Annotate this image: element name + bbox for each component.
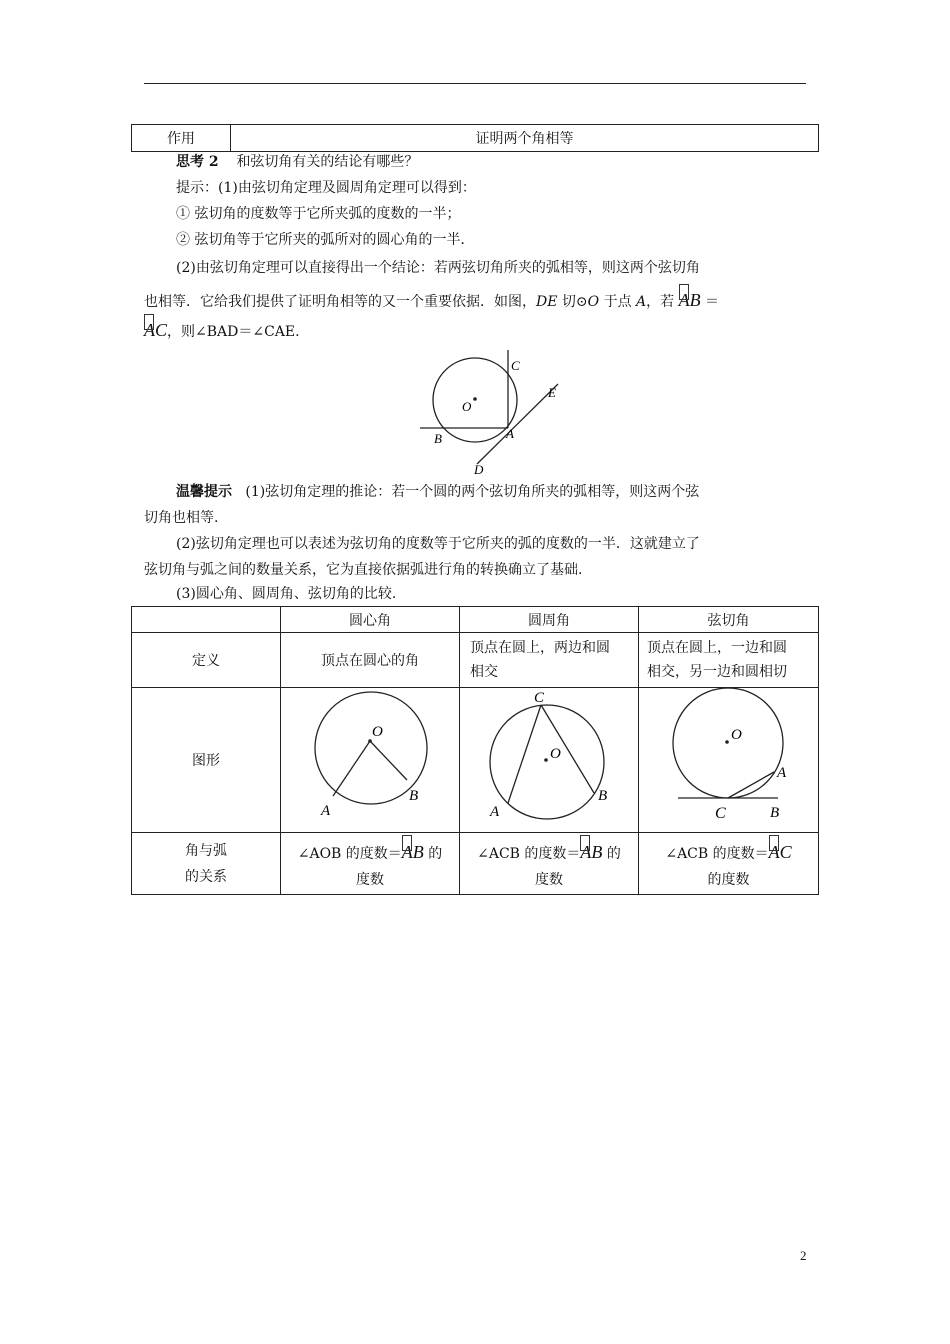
def-central: 顶点在圆心的角 [281,633,460,688]
rel-central-pre: ∠AOB 的度数＝ [297,845,402,862]
rel-label-b: 的关系 [185,868,227,885]
hint-line1: 提示：(1)由弦切角定理及圆周角定理可以得到： [176,180,476,196]
usage-label: 作用 [132,125,231,152]
inscribed-angle-figure [460,688,638,828]
hint-tangent: 切⊙ [557,294,588,310]
usage-table [131,124,819,152]
fig3-label-c: C [714,805,726,822]
compare-fig-row [132,688,819,833]
main-figure [420,348,580,478]
rel-inscribed [460,833,639,895]
rel-inscribed-post: 的 [602,845,621,862]
main-label-a: A [506,426,514,441]
main-label-d: D [474,462,484,477]
main-label-b: B [434,431,442,446]
usage-value: 证明两个角相等 [231,125,819,152]
think2-line [176,150,418,174]
hint-line2: ① 弦切角的度数等于它所夹弧的度数的一半； [176,206,461,222]
warm-p1b: 切角也相等. [144,510,219,526]
think2-title: 思考 2 [176,154,219,170]
hint-line6 [144,314,300,344]
rel-tangent-line1 [639,835,818,867]
arc-ab: AB [679,284,701,312]
hint-if: ，若 [646,294,679,310]
fig2-label-c: C [534,690,545,706]
hint-line5 [144,284,719,314]
rel-tangent [639,833,819,895]
rel-inscribed-pre: ∠ACB 的度数＝ [477,845,581,862]
rel-central [281,833,460,895]
fig3-label-o: O [730,727,742,743]
hint-a: A [636,294,647,310]
page-number: 2 [800,1248,807,1263]
tangent-chord-figure [640,688,818,828]
fig-tangent-cell [639,688,819,833]
compare-def-row [132,633,819,688]
arc-ac: AC [144,314,167,342]
def-label: 定义 [132,633,281,688]
think2-question: 和弦切角有关的结论有哪些？ [236,154,419,170]
def-tangent-chord [639,633,819,688]
def-tangent-b: 相交，另一边和圆相切 [647,664,787,680]
rel-central-line1 [281,835,459,867]
def-inscribed-b: 相交 [470,664,498,680]
fig-label: 图形 [132,688,281,833]
rel-central-arc: AB [402,835,424,865]
fig2-label-a: A [490,804,500,820]
rel-central-post: 的 [423,845,443,862]
warm-p1a: (1)弦切角定理的推论：若一个圆的两个弦切角所夹的弧相等，则这两个弦 [245,484,700,500]
fig2-label-o: O [550,746,561,762]
hint-o: O [587,294,600,310]
compare-header-3: 弦切角 [639,607,819,633]
def-tangent-a: 顶点在圆上，一边和圆 [647,640,787,656]
hint-eq: ＝ [700,294,720,310]
fig-inscribed-cell [460,688,639,833]
compare-header-1: 圆心角 [281,607,460,633]
rel-tangent-line2: 的度数 [707,871,750,888]
fig1-label-o: O [372,724,383,740]
def-inscribed [460,633,639,688]
fig1-label-a: A [321,803,331,819]
hint-at: 于点 [599,294,637,310]
fig-central-cell [281,688,460,833]
rel-inscribed-line1 [460,835,638,867]
rel-central-line2: 度数 [356,871,384,888]
fig3-label-b: B [769,805,779,821]
hint-line6-text: ，则∠BAD＝∠CAE. [167,324,300,340]
warm-title: 温馨提示 [176,484,232,500]
warm-p2b: 弦切角与弧之间的数量关系，它为直接依据弧进行角的转换确立了基础. [144,562,583,578]
hint-line4: (2)由弦切角定理可以直接得出一个结论：若两弦切角所夹的弧相等，则这两个弦切角 [176,260,700,276]
compare-header-0 [132,607,281,633]
fig1-label-b: B [409,788,419,804]
comparison-table [131,606,819,895]
compare-header-row [132,607,819,633]
warm-p2a: (2)弦切角定理也可以表述为弦切角的度数等于它所夹的弧的度数的一半．这就建立了 [176,536,700,552]
main-label-e: E [548,385,556,400]
hint-line5-text: 也相等．它给我们提供了证明角相等的又一个重要依据．如图， [144,294,536,310]
compare-header-2: 圆周角 [460,607,639,633]
hint-de: DE [536,294,558,310]
header-rule [144,83,806,84]
fig3-label-a: A [776,765,786,781]
warm-line1 [176,480,699,504]
compare-rel-row [132,833,819,895]
rel-label [132,833,281,895]
main-label-o: O [462,399,472,414]
rel-label-a: 角与弧 [185,842,227,859]
main-label-c: C [511,358,520,373]
def-inscribed-a: 顶点在圆上，两边和圆 [470,640,610,656]
rel-tangent-pre: ∠ACB 的度数＝ [665,845,769,862]
central-angle-figure [281,688,459,828]
hint-line3: ② 弦切角等于它所夹的弧所对的圆心角的一半． [176,232,475,248]
rel-inscribed-arc: AB [580,835,602,865]
rel-inscribed-line2: 度数 [535,871,563,888]
rel-tangent-arc: AC [769,835,792,865]
warm-p3: (3)圆心角、圆周角、弦切角的比较. [176,586,397,602]
fig2-label-b: B [598,788,608,804]
